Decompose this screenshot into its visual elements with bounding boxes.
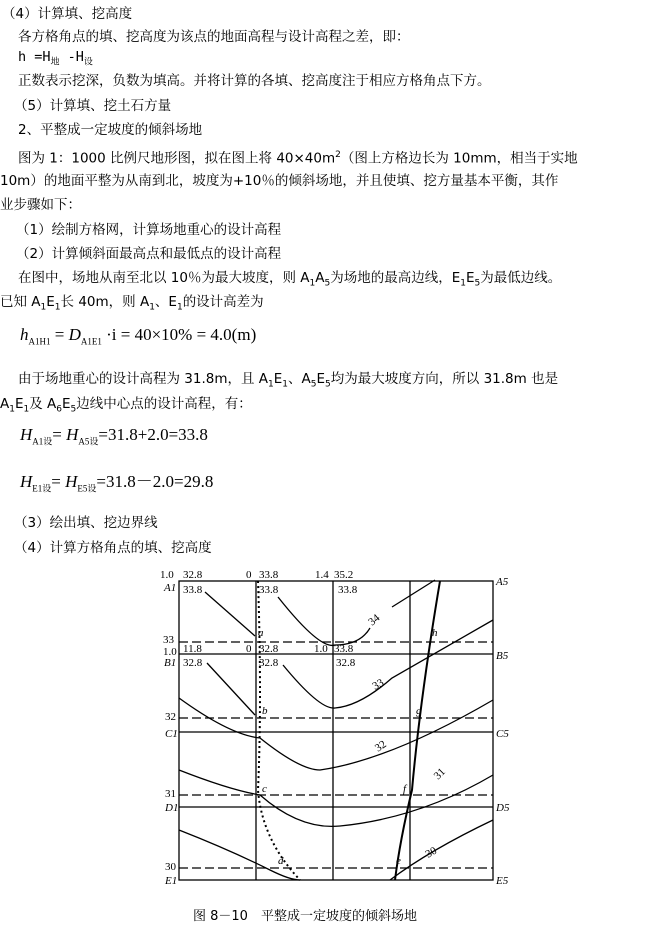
step-3: （3）绘出填、挖边界线	[14, 515, 158, 531]
section-heading: 2、平整成一定坡度的倾斜场地	[18, 122, 203, 138]
svg-text:32.8: 32.8	[183, 657, 203, 669]
svg-text:f: f	[403, 783, 407, 795]
svg-text:1.0: 1.0	[314, 643, 328, 655]
formula-e: $H_{E1设}= H_{E5设}=31.8-2.0=29.8$	[20, 472, 214, 494]
contour-labels	[366, 612, 448, 861]
step-1: （1）绘制方格网，计算场地重心的设计高程	[16, 222, 282, 238]
svg-text:31: 31	[431, 765, 448, 783]
svg-text:A1: A1	[164, 582, 177, 594]
svg-text:1.0: 1.0	[163, 646, 177, 658]
svg-text:31: 31	[165, 788, 176, 800]
svg-text:33.8: 33.8	[259, 584, 279, 596]
figure-caption: 图 8－10 平整成一定坡度的倾斜场地	[193, 909, 417, 924]
svg-text:33: 33	[163, 634, 174, 646]
svg-text:30: 30	[423, 844, 440, 861]
svg-text:1.0: 1.0	[160, 569, 174, 581]
svg-text:h: h	[432, 627, 438, 639]
svg-text:e: e	[396, 855, 401, 867]
paragraph: 由于场地重心的设计高程为 31.8m，且 $A_1E_1$、$A_5E_5$均为最大坡度方向，所以 31.8m 也是	[18, 371, 559, 390]
svg-text:c: c	[262, 783, 267, 795]
svg-text:b: b	[262, 705, 268, 717]
paragraph: 正数表示挖深，负数为填高。并将计算的各填、挖高度注于相应方格角点下方。	[18, 73, 491, 89]
svg-text:g: g	[416, 705, 422, 717]
paragraph: $A_1E_1$及 $A_6E_5$边线中心点的设计高程，有：	[0, 396, 252, 415]
svg-text:D1: D1	[165, 802, 179, 814]
step-4: （4）计算方格角点的填、挖高度	[14, 540, 212, 556]
svg-text:33.8: 33.8	[334, 643, 354, 655]
svg-text:32.8: 32.8	[183, 569, 203, 581]
svg-text:C5: C5	[496, 728, 509, 740]
formula-h: $h =H_地$ $-H_设$	[18, 49, 93, 68]
contour	[205, 592, 255, 636]
formula-a: $H_{A1设}= H_{A5设}=31.8+2.0=33.8$	[20, 425, 208, 447]
svg-text:32.8: 32.8	[336, 657, 356, 669]
svg-text:A5: A5	[496, 576, 509, 588]
svg-text:a: a	[258, 627, 264, 639]
svg-text:34: 34	[366, 612, 383, 629]
paragraph: 在图中，场地从南至北以 10％为最大坡度，则 $A_1A_5$为场地的最高边线，$E_1E_5$为最低边线。	[18, 270, 562, 289]
paragraph: 业步骤如下：	[0, 197, 81, 213]
svg-text:33.8: 33.8	[259, 569, 279, 581]
svg-text:32: 32	[165, 711, 176, 723]
heading-4: （4）计算填、挖高度	[2, 6, 133, 22]
svg-text:33.8: 33.8	[183, 584, 203, 596]
grid-frame	[179, 581, 493, 880]
svg-text:0: 0	[246, 643, 252, 655]
paragraph: 图为 1：1000 比例尺地形图，拟在图上将 $40\times 40m^2$（图上方格边长为 10mm，相当于实地	[18, 150, 578, 167]
svg-text:B5: B5	[496, 650, 509, 662]
svg-text:E5: E5	[496, 875, 509, 887]
svg-text:11.8: 11.8	[183, 643, 202, 655]
svg-text:0: 0	[246, 569, 252, 581]
grid-labels	[160, 569, 510, 887]
svg-text:35.2: 35.2	[334, 569, 354, 581]
svg-text:33.8: 33.8	[338, 584, 358, 596]
paragraph: 各方格角点的填、挖高度为该点的地面高程与设计高程之差，即：	[18, 29, 410, 45]
svg-text:D5: D5	[496, 802, 510, 814]
svg-text:E1: E1	[165, 875, 178, 887]
svg-text:30: 30	[165, 861, 176, 873]
svg-text:B1: B1	[164, 657, 177, 669]
heading-5: （5）计算填、挖土石方量	[14, 98, 172, 114]
svg-text:32: 32	[372, 738, 389, 755]
svg-text:32.8: 32.8	[259, 657, 279, 669]
svg-text:d: d	[278, 855, 284, 867]
paragraph: 10m）的地面平整为从南到北，坡度为+10％的倾斜场地，并且使填、挖方量基本平衡，其作	[0, 173, 559, 189]
svg-text:33: 33	[370, 676, 387, 693]
svg-text:C1: C1	[165, 728, 178, 740]
svg-text:1.4: 1.4	[315, 569, 329, 581]
svg-text:32.8: 32.8	[259, 643, 279, 655]
paragraph: 已知 $A_1E_1$长 40m，则 $A_1$、$E_1$的设计高差为	[0, 294, 264, 313]
formula-height-diff: $h_{A1H1} = D_{A1E1} \cdot i = 40\times 10\% = 4.0(m)$	[20, 325, 257, 347]
step-2: （2）计算倾斜面最高点和最低点的设计高程	[16, 246, 282, 262]
